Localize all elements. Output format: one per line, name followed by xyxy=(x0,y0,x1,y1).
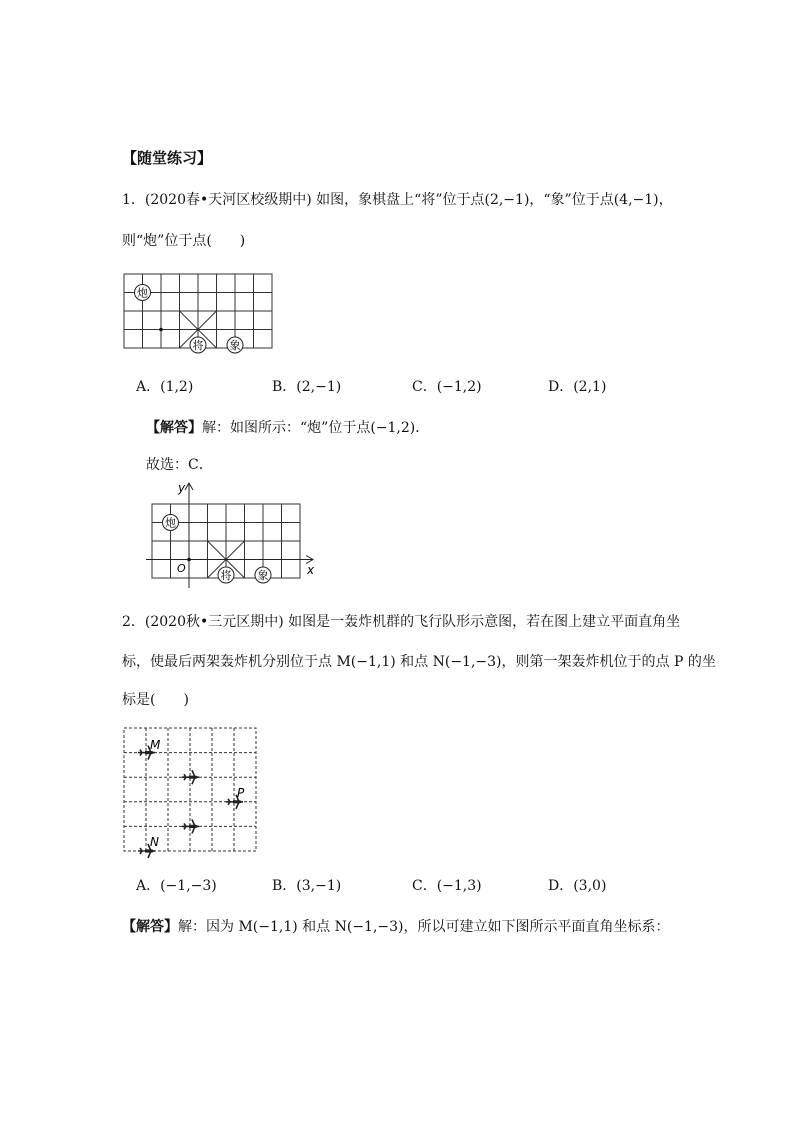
q1-answer xyxy=(146,418,429,438)
q2-formation-figure xyxy=(118,722,266,862)
q2-stem-line3: 标是( ) xyxy=(122,692,189,708)
svg-text:象: 象 xyxy=(229,339,241,352)
q1-option-d[interactable]: D．(2,1) xyxy=(548,379,607,395)
svg-text:炮: 炮 xyxy=(165,516,176,530)
q2-option-d[interactable]: D．(3,0) xyxy=(548,878,607,894)
q1-answer-text: 解：如图所示：“炮”位于点(−1,2)． xyxy=(202,420,430,436)
q1-choice: 故选：C． xyxy=(146,457,213,473)
piece-xiang xyxy=(227,337,243,353)
q1-stem-line2: 则“炮”位于点( ) xyxy=(122,233,246,249)
piece-jiang xyxy=(218,567,234,583)
q1-solution-figure xyxy=(140,478,325,590)
origin-dot xyxy=(187,558,191,562)
q2-stem-line1: 2．(2020秋•三元区期中) 如图是一轰炸机群的飞行队形示意图，若在图上建立平面直角坐 xyxy=(122,614,681,630)
svg-text:将: 将 xyxy=(192,339,204,352)
label-p: P xyxy=(237,786,245,800)
q1-chessboard-figure xyxy=(118,268,278,358)
y-axis-label: y xyxy=(178,481,186,495)
plane-icon xyxy=(182,770,199,784)
q2-option-a[interactable]: A．(−1,−3) xyxy=(136,878,217,894)
q1-option-b[interactable]: B．(2,−1) xyxy=(272,379,342,395)
q1-answer-tag: 【解答】 xyxy=(146,420,202,436)
plane-icon xyxy=(182,819,199,833)
svg-text:象: 象 xyxy=(257,569,269,582)
q2-answer-text: 解：因为 M(−1,1) 和点 N(−1,−3)，所以可建立如下图所示平面直角坐标系： xyxy=(178,919,670,935)
svg-text:将: 将 xyxy=(220,569,232,582)
q2-option-c[interactable]: C．(−1,3) xyxy=(412,878,482,894)
q2-answer xyxy=(122,917,670,937)
q2-option-b[interactable]: B．(3,−1) xyxy=(272,878,342,894)
section-title: 【随堂练习】 xyxy=(122,149,213,167)
q2-stem-line2: 标，使最后两架轰炸机分别位于点 M(−1,1) 和点 N(−1,−3)，则第一架轰炸机位于的点 P 的坐 xyxy=(122,654,716,670)
q1-option-a[interactable]: A．(1,2) xyxy=(136,379,194,395)
q2-options xyxy=(0,876,794,896)
svg-text:炮: 炮 xyxy=(137,286,148,300)
q2-answer-tag: 【解答】 xyxy=(122,919,178,935)
q1-options xyxy=(0,377,794,397)
piece-pao xyxy=(135,285,151,301)
y-axis xyxy=(185,483,193,588)
piece-pao xyxy=(163,515,179,531)
piece-jiang xyxy=(190,337,206,353)
piece-xiang xyxy=(255,567,271,583)
q1-stem-line1: 1．(2020春•天河区校级期中) 如图，象棋盘上“将”位于点(2,−1)，“象”位于点(4,−1)， xyxy=(122,192,673,208)
x-axis-label: x xyxy=(307,563,315,577)
origin-dot xyxy=(159,328,163,332)
label-n: N xyxy=(150,835,159,849)
q1-option-c[interactable]: C．(−1,2) xyxy=(412,379,482,395)
label-m: M xyxy=(150,738,161,752)
origin-label: O xyxy=(177,562,186,575)
